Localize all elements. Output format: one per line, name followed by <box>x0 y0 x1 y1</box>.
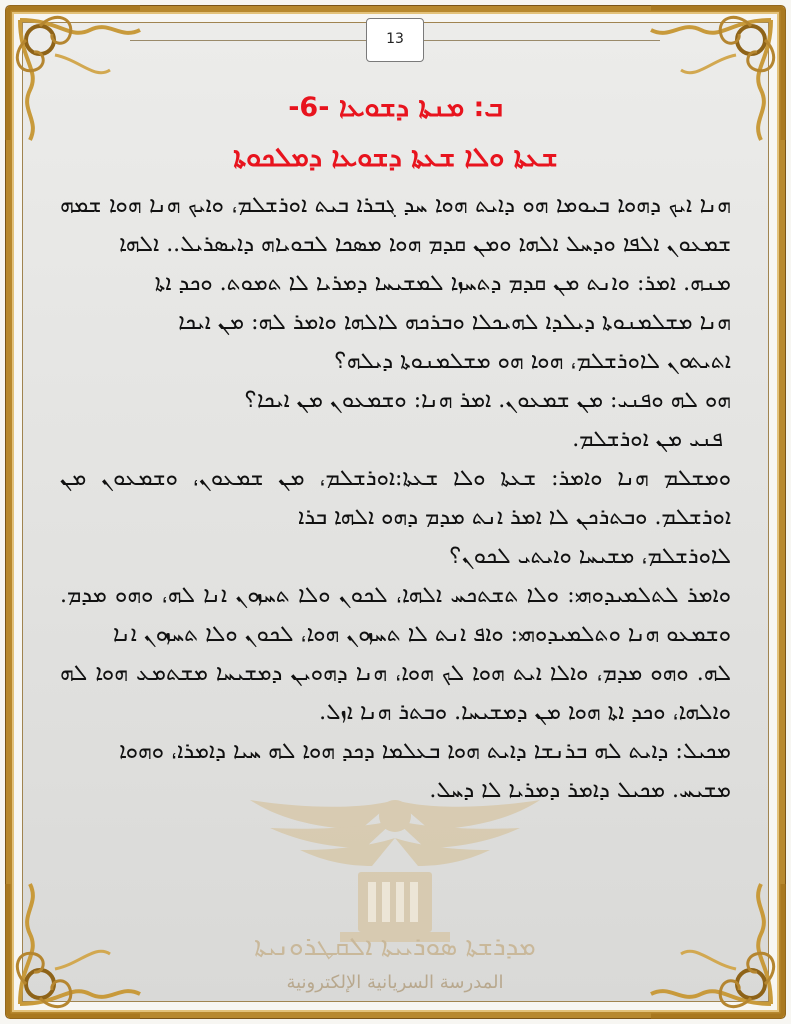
lesson-title: ܒ: ܡܢܬܐ ܕܫܘܥܐ -6- <box>288 92 503 123</box>
paragraph-3: ܗܢܐ ܡܫܠܡܢܘܬܐ ܕܝܠܕܐ ܠܗܝܟܠܐ ܘܒܪܟܗ ܠܐܠܗܐ ܘܐܡܪ ܠܗ: ܡܢ ܐܝܟܐ <box>178 310 731 335</box>
paragraph-7: ܘܡܫܠܡ ܗܢܐ ܘܐܡܪ: ܫܥܬܐ ܘܠܐ ܫܥܬܐ:ܐܘܪܫܠܡ، ܡܢ ܫܡܥܘܢ، ܘܫܡܥܘܢ ܡܢ ܐܘܪܫܠܡ. ܘܒܬܪܟܢ ܠܐ ܐܡܪ ܐܢܬ ܡܕܡ ܕܗܘ ܐܠܗܐ ܒܪܐ <box>60 466 731 530</box>
ornament-corner-bottom-right <box>641 874 791 1024</box>
paragraph-10: ܠܗ. ܘܗܘ ܡܕܡ، ܘܐܠܐ ܐܝܬ ܗܘܐ ܠܟ ܗܘܐ، ܗܢܐ ܕܗܘܝܢ ܕܡܫܝܚܐ ܡܫܬܡܥ ܗܘܐ ܠܗ ܘܐܠܗܐ، ܘܟܕ ܐܬܐ ܗܘܐ ܡܢ ܕܡܫܝܚܐ. ܘܒܬܪ ܗܢܐ ܐܙܠ. <box>60 661 731 725</box>
paragraph-6: ܦܢܝ ܡܢ ܐܘܪܫܠܡ. <box>572 427 723 452</box>
paragraph-11: ܡܟܝܠ: ܕܐܝܬ ܠܗ ܒܪܢܫܐ ܕܐܝܬ ܗܘܐ ܒܥܠܡܐ ܕܟܕ ܗܘܐ ܠܗ ܚܝܐ ܕܐܡܪܐ، ܘܗܘܐ <box>119 739 731 764</box>
lesson-content <box>60 86 731 810</box>
page-number: 13 <box>366 18 424 62</box>
paragraph-2: ܡܢܗ. ܐܡܪ: ܘܐܢܬ ܡܢ ܩܕܡ ܕܬܚܙܐ ܠܡܫܝܚܐ ܕܡܪܝܐ ܠܐ ܬܡܘܬ. ܘܟܕ ܐܬܐ <box>154 271 731 296</box>
paragraph-8: ܠܐܘܪܫܠܡ، ܡܫܝܚܐ ܘܐܝܬܝ ܠܟܘܢ؟ <box>449 544 731 569</box>
header-rule-right <box>424 40 660 41</box>
watermark-brand-syriac: ܡܕܪܫܬܐ ܣܘܪܝܝܬܐ ܐܠܩܛܪܘܢܝܬܐ <box>254 932 536 962</box>
lesson-subtitle: ܫܥܬܐ ܘܠܐ ܫܥܬܐ ܕܫܘܥܐ ܕܡܠܟܘܬܐ <box>233 142 558 173</box>
watermark-brand-arabic: المدرسة السريانية الإلكترونية <box>286 972 504 993</box>
paragraph-4: ܐܬܝܬܘܢ ܠܐܘܪܫܠܡ، ܗܘܐ ܗܘ ܡܫܠܡܢܘܬܐ ܕܝܠܗ؟ <box>334 349 731 374</box>
ornament-corner-bottom-left <box>0 874 150 1024</box>
paragraph-1: ܗܢܐ ܐܝܟ ܕܗܘܐ ܒܝܘܡܐ ܗܘ ܕܐܝܬ ܗܘܐ ܚܕ ܓܒܪܐ ܒܝܬ ܐܘܪܫܠܡ، ܘܐܝܟ ܗܢܐ ܗܘܐ ܫܡܗ ܫܡܥܘܢ ܐܠܦܐ ܘܕܚܠ ܐܠܗܐ ܘܡܢ ܩܕܡ ܗܘܐ ܡܣܟܐ ܠܒܘܝܐܗ ܕܐܝܣܪܝܠ.. ܐܠܗܐ <box>60 193 731 257</box>
paragraph-5: ܗܘ ܠܗ ܘܦܢܝ: ܡܢ ܫܡܥܘܢ. ܐܡܪ ܗܢܐ: ܘܫܡܥܘܢ ܡܢ ܐܝܟܐ؟ <box>244 388 731 413</box>
header-rule-left <box>130 40 366 41</box>
paragraph-9: ܘܐܡܪ ܠܬܠܡܝܕܘܗܝ: ܘܠܐ ܬܫܬܟܚ ܐܠܗܐ، ܠܟܘܢ ܘܠܐ ܬܚܙܘܢ ܐܢܐ ܠܗ، ܘܗܘ ܡܕܡ. ܘܫܡܥܘ ܗܢܐ ܘܬܠܡܝܕܘܗܝ: ܘܐܦ ܐܢܬ ܠܐ ܬܚܙܘܢ ܗܘܐ، ܠܟܘܢ ܘܠܐ ܬܚܙܘܢ ܐܢܐ <box>60 583 731 647</box>
paragraph-12: ܡܫܝܚ. ܡܟܝܠ ܕܐܡܪ ܕܡܪܝܐ ܠܐ ܕܚܠ. <box>429 778 731 803</box>
